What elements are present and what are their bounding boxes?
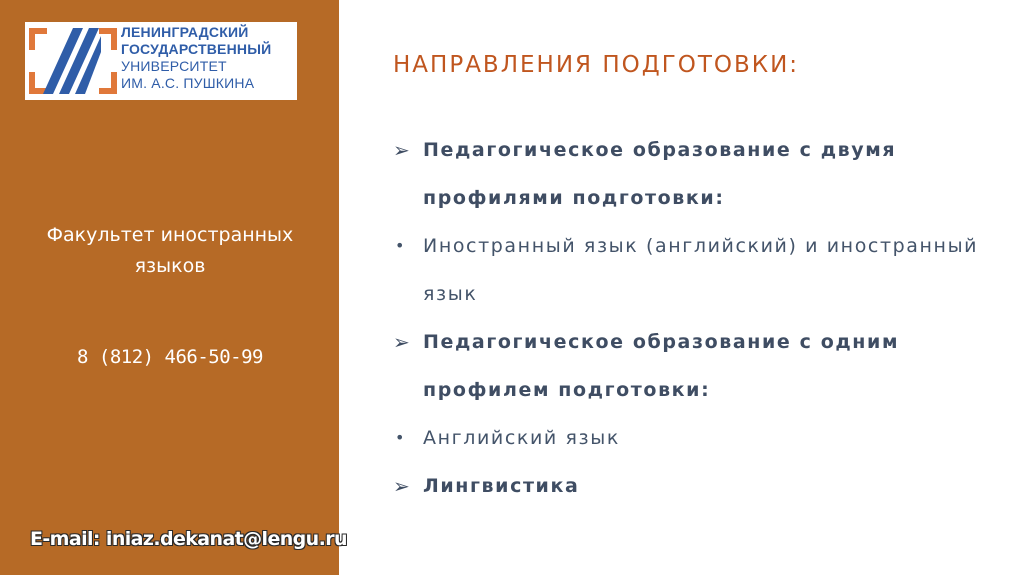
left-panel [0, 0, 347, 575]
arrow-bullet-icon: ➢ [393, 474, 412, 498]
logo-line-4: ИМ. А.С. ПУШКИНА [121, 75, 255, 91]
university-logo [25, 22, 297, 100]
list-item-text: Иностранный язык (английский) и иностранный язык [423, 235, 979, 305]
list-item-text: Педагогическое образование с одним профилем подготовки: [423, 331, 900, 401]
list-item-text: Педагогическое образование с двумя профилями подготовки: [423, 139, 897, 209]
list-item [393, 222, 1013, 318]
logo-line-1: ЛЕНИНГРАДСКИЙ [121, 24, 249, 40]
list-item [393, 414, 1013, 462]
list-item [393, 126, 1013, 222]
directions-list [393, 126, 1013, 510]
dot-bullet-icon: • [395, 236, 407, 255]
logo-emblem-icon [25, 22, 121, 100]
logo-line-3: УНИВЕРСИТЕТ [121, 58, 227, 74]
list-item [393, 318, 1013, 414]
dot-bullet-icon: • [395, 428, 407, 447]
faculty-name: Факультет иностранных языков [46, 224, 294, 277]
arrow-bullet-icon: ➢ [393, 330, 412, 354]
logo-line-2: ГОСУДАРСТВЕННЫЙ [121, 41, 272, 57]
list-item-text: Лингвистика [423, 475, 580, 497]
list-item-text: Английский язык [423, 427, 620, 449]
arrow-bullet-icon: ➢ [393, 138, 412, 162]
phone-number: 8 (812) 466-50-99 [77, 346, 263, 368]
list-item [393, 462, 1013, 510]
page-title: НАПРАВЛЕНИЯ ПОДГОТОВКИ: [393, 52, 800, 78]
email-address: E-mail: iniaz.dekanat@lengu.ru [30, 528, 347, 550]
content-panel [339, 0, 1024, 575]
